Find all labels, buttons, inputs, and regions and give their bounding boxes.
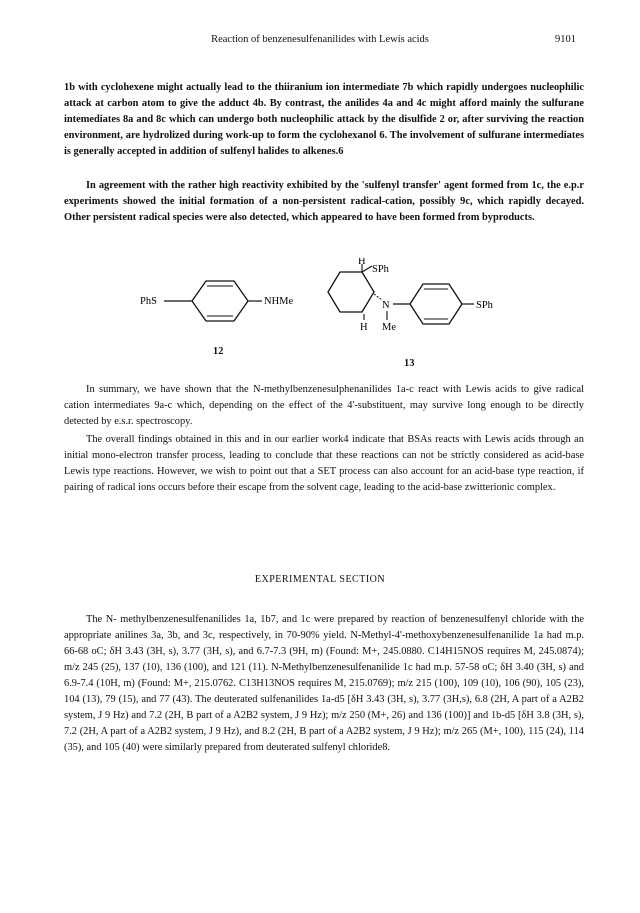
s12-right-group: NHMe [264, 296, 294, 307]
paragraph-4: The overall findings obtained in this and in our earlier work4 indicate that BSAs reacts with Lewis acids through an initial mono-electron transfer process, leading to conclude that these reactions can not be strictly considered as acid-base Lewis type reactions. However, we wish to point out that a SET process can also account for an acid-base type reaction, if pairing of radical ions occurs before their escape from the solvent cage, leading to the acid-base zwitterionic complex. [64, 434, 584, 493]
paragraph-1: 1b with cyclohexene might actually lead to the thiiranium ion intermediate 7b which rapidly undergoes nucleophilic attack at carbon atom to give the adduct 4b. By contrast, the anilides 4a and 4c might afford mainly the sulfurane intemediates 8a and 8c which can undergo both nucleophilic attack by the disulfide 2 or, after surviving the reaction environment, are hydrolized during work-up to form the cyclohexanol 6. The involvement of sulfurane intermediates is generally accepted in addition of sulfenyl halides to alkenes.6 [64, 82, 584, 157]
s13-n: N [382, 300, 390, 311]
structure-13-label: 13 [404, 358, 415, 369]
s13-sph-top: SPh [372, 264, 389, 275]
running-header [0, 34, 640, 50]
s13-me: Me [382, 322, 396, 333]
running-title: Reaction of benzenesulfenanilides with Lewis acids [211, 34, 429, 45]
s13-h-bottom: H [360, 322, 368, 333]
paragraph-2: In agreement with the rather high reactivity exhibited by the 'sulfenyl transfer' agent formed from 1c, the e.p.r experiments showed the initial formation of a non-persistent radical-cation, possibly 9c, which rapidly decayed. Other persistent radical species were also detected, which appeared to have been formed from byproducts. [64, 180, 584, 223]
s12-left-group: PhS [140, 296, 157, 307]
paragraph-3: In summary, we have shown that the N-methylbenzenesulphenanilides 1a-c react with Lewis acids to give radical cation intermediates 9a-c which, depending on the effect of the 4'-substituent, may survive long enough to be directly detected by e.s.r. spectroscopy. [64, 384, 584, 427]
page-number: 9101 [555, 34, 576, 45]
s13-h-top: H [358, 258, 366, 267]
paragraph-5: The N- methylbenzenesulfenanilides 1a, 1b7, and 1c were prepared by reaction of benzenesulfenyl chloride with the appropriate anilines 3a, 3b, and 3c, respectively, in 70-90% yield. N-Methyl-4'-methoxybenzenesulfenanilide 1a had m.p. 66-68 oC; δH 3.43 (3H, s), 3.77 (3H, s), and 6.7-7.3 (9H, m) (Found: M+, 245.0880. C14H15NOS requires M, 245.0874); m/z 245 (25), 137 (10), 136 (100), and 121 (11). N-Methylbenzenesulfenanilide 1c had m.p. 57-58 oC; δH 3.40 (3H, s) and 6.9-7.4 (10H, m) (Found: M+, 215.0762. C13H13NOS requires M, 215.0769); m/z 215 (100), 109 (10), 106 (90), 105 (23), 104 (13), 79 (15), and 77 (43). The deuterated sulfenanilides 1a-d5 [δH 3.43 (3H, s), 3.77 (3H,s), 6.8 (2H, A part of a A2B2 system, J 9 Hz) and 7.2 (2H, B part of a A2B2 system, J 9 Hz); m/z 250 (M+, 26) and 136 (100)] and 1b-d5 [δH 3.8 (3H, s), 7.2 (2H, A part of a A2B2 system, J 9 Hz), and 8.2 (2H, B part of a A2B2 system, J 9 Hz); m/z 265 (M+, 100), 115 (24), 114 (35), and 105 (40) were similarly prepared from deuterated sulfenyl chloride8. [64, 614, 584, 753]
s13-sph-right: SPh [476, 300, 493, 311]
section-title: EXPERIMENTAL SECTION [254, 574, 386, 585]
structure-12-label: 12 [213, 346, 224, 357]
structure-13 [318, 258, 508, 350]
structure-12 [140, 276, 310, 336]
